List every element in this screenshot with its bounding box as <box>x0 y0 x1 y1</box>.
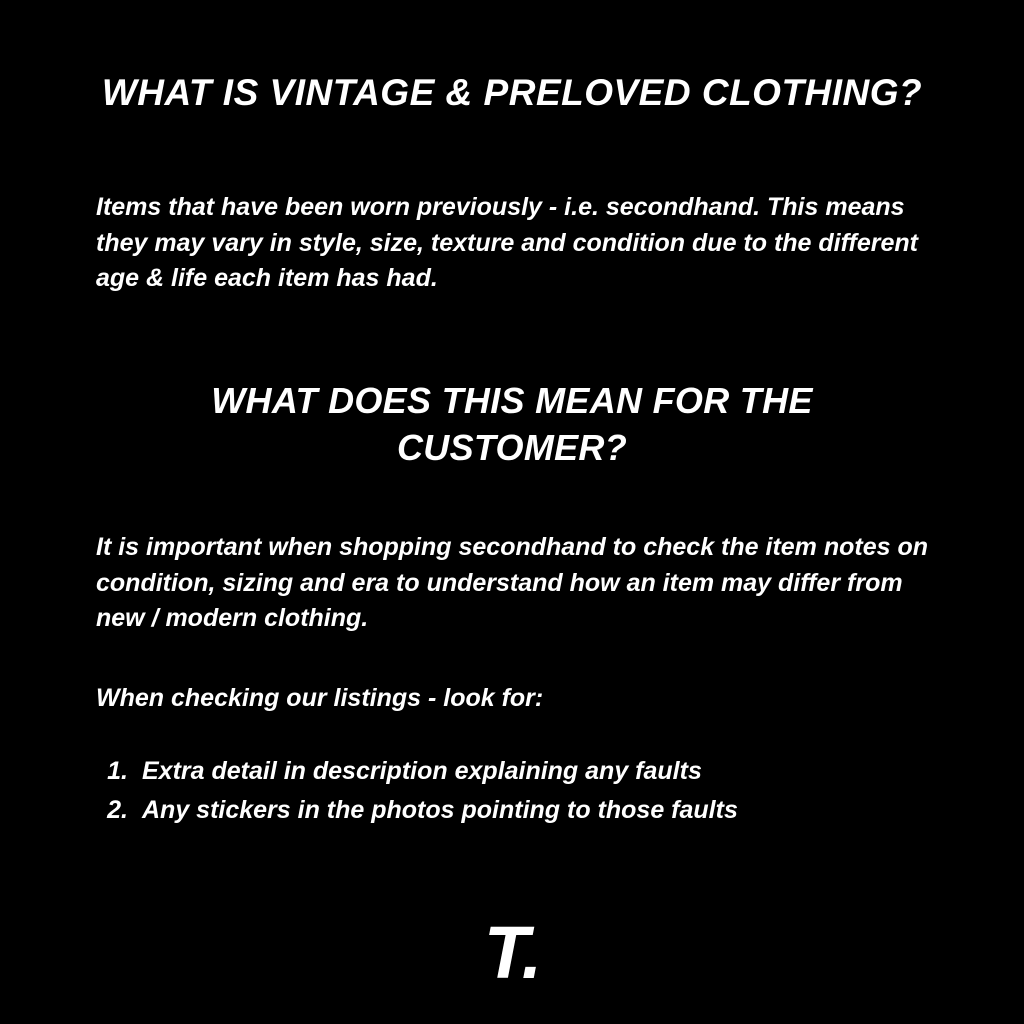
customer-guidance-paragraph: It is important when shopping secondhand to check the item notes on condition, sizing and era to understand how an item may differ from new / modern clothing. <box>96 533 929 632</box>
definition-paragraph: Items that have been worn previously - i.e. secondhand. This means they may vary in style, size, texture and condition due to the different age & life each item has had. <box>96 193 918 292</box>
list-item-number: 1. <box>107 757 128 785</box>
list-item-number: 2. <box>107 795 128 824</box>
list-item-label: Extra detail in description explaining any faults <box>142 757 702 785</box>
list-item <box>96 752 956 791</box>
list-item <box>96 791 956 830</box>
list-item-label: Any stickers in the photos pointing to those faults <box>142 795 738 824</box>
brand-logo <box>0 911 1024 994</box>
checklist <box>96 752 956 830</box>
logo-wordmark: T. <box>483 911 541 994</box>
listings-lead-in-text: When checking our listings - look for: <box>96 684 544 712</box>
section-heading-customer: WHAT DOES THIS MEAN FOR THE CUSTOMER? <box>211 380 813 468</box>
page-title: WHAT IS VINTAGE & PRELOVED CLOTHING? <box>101 72 923 113</box>
